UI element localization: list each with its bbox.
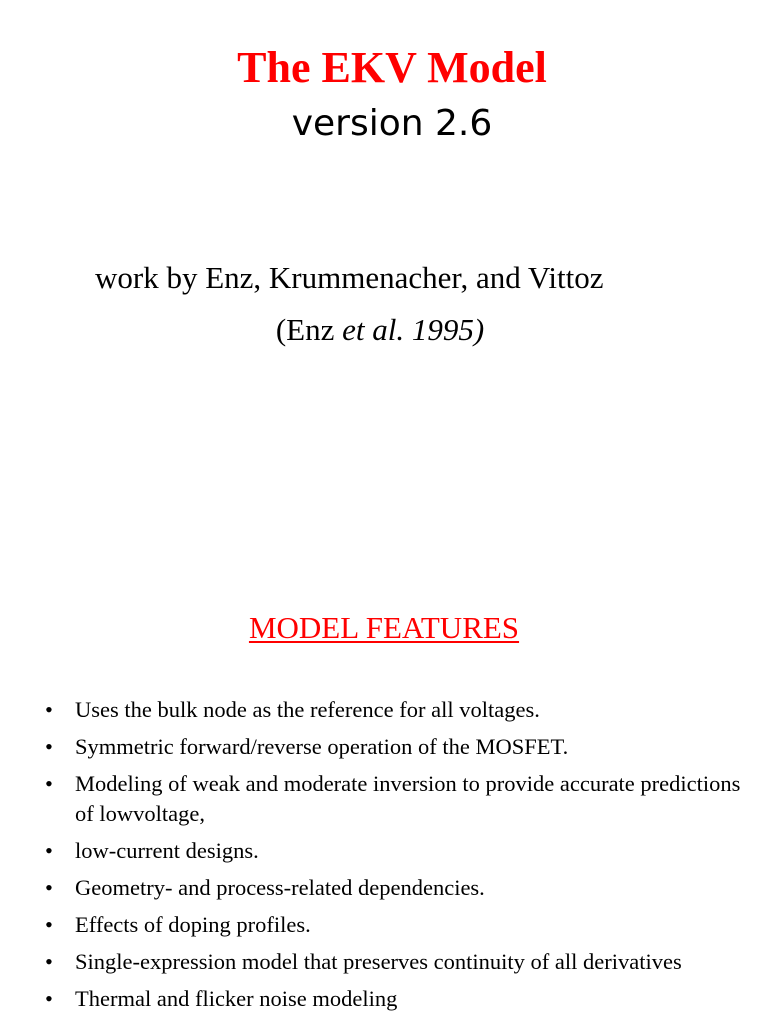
bullet-icon: •	[45, 912, 53, 937]
bullet-icon: •	[45, 875, 53, 900]
feature-item	[45, 732, 745, 762]
citation	[0, 310, 760, 350]
feature-item	[45, 836, 745, 866]
feature-item	[45, 769, 745, 829]
slide-version: version 2.6	[291, 103, 493, 144]
bullet-icon: •	[45, 734, 53, 759]
feature-text: low-current designs.	[75, 838, 259, 863]
feature-item	[45, 947, 745, 977]
bullet-icon: •	[45, 697, 53, 722]
citation-etal: et al. 1995)	[342, 312, 485, 347]
features-list	[45, 695, 745, 1021]
citation-prefix: (Enz	[275, 312, 343, 347]
bullet-icon: •	[45, 771, 53, 796]
slide-title: The EKV Model	[237, 43, 547, 92]
bullet-icon: •	[45, 986, 53, 1011]
feature-item	[45, 695, 745, 725]
feature-text: Symmetric forward/reverse operation of the MOSFET.	[75, 734, 569, 759]
bullet-icon: •	[45, 949, 53, 974]
feature-item	[45, 873, 745, 903]
feature-text: Thermal and flicker noise modeling	[75, 986, 398, 1011]
authors-line: work by Enz, Krummenacher, and Vittoz	[95, 260, 604, 295]
feature-text: Modeling of weak and moderate inversion to provide accurate predictions of lowvoltage,	[75, 771, 741, 826]
feature-text: Effects of doping profiles.	[75, 912, 311, 937]
feature-text: Uses the bulk node as the reference for all voltages.	[75, 697, 540, 722]
feature-item	[45, 910, 745, 940]
feature-text: Single-expression model that preserves continuity of all derivatives	[75, 949, 682, 974]
bullet-icon: •	[45, 838, 53, 863]
features-heading: MODEL FEATURES	[248, 610, 520, 645]
feature-text: Geometry- and process-related dependencies.	[75, 875, 485, 900]
feature-item	[45, 984, 745, 1014]
